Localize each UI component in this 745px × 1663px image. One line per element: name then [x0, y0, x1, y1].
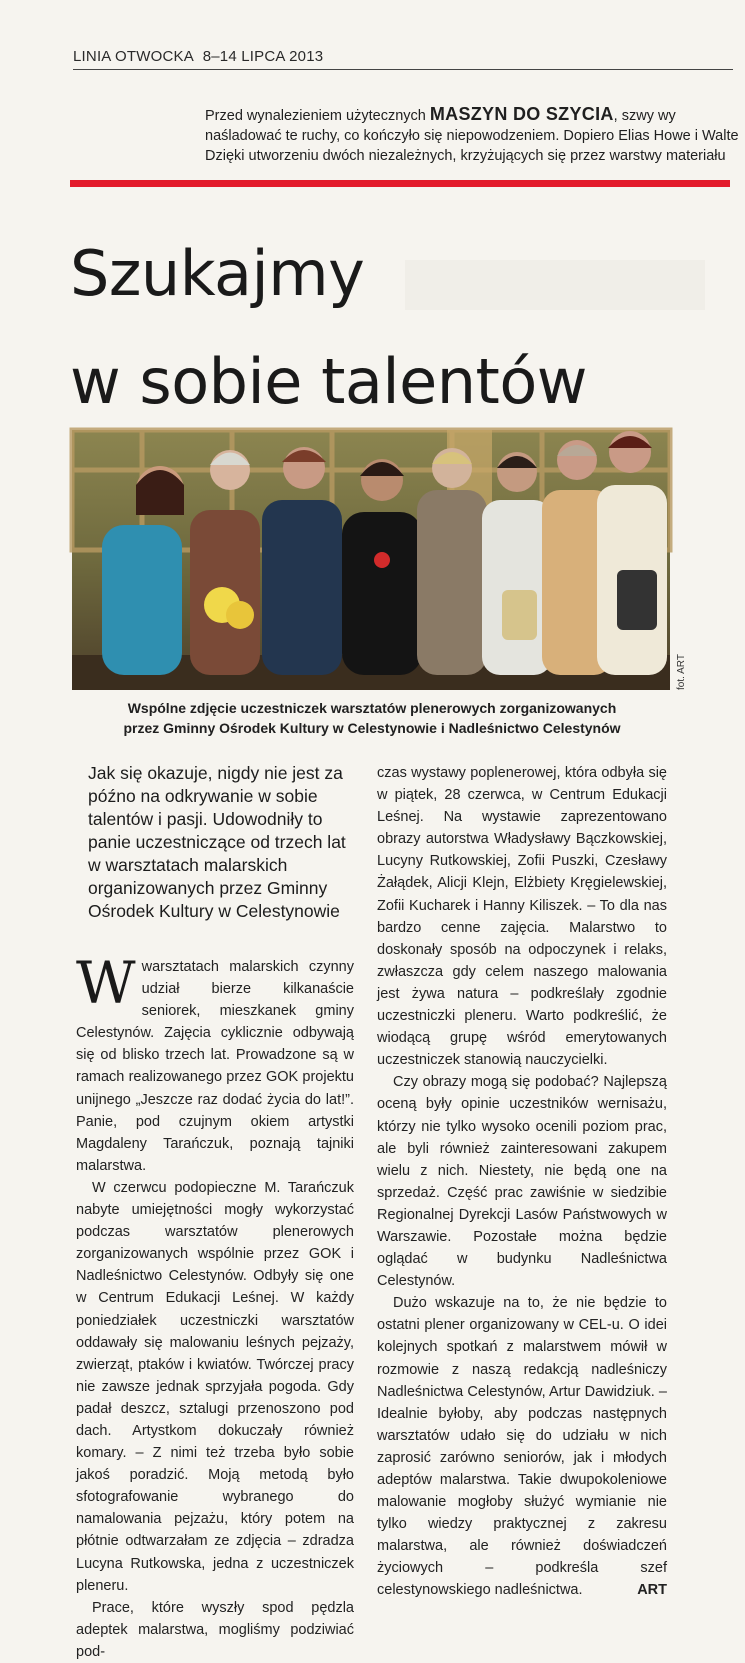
- drop-cap: W: [76, 949, 136, 1017]
- body-paragraph: [377, 1292, 667, 1601]
- teaser-text: , szwy wy: [613, 108, 676, 124]
- body-paragraph: Czy obrazy mogą się podobać? Najlepszą oceną były opinie uczestników wernisażu, którzy nie tylko wysoko ocenili poziom prac, ale byli również zainteresowani zakupem wielu z nich. Niestety, nie będą one na sprzedaż. Część prac zawiśnie w siedzibie Regionalnej Dyrekcji Lasów Państwowych w Warszawie. Pozostałe można będzie oglądać w budynku Nadleśnictwa Celestynów.: [377, 1074, 667, 1290]
- teaser-line-1: [205, 104, 745, 126]
- group-photo: [72, 430, 670, 690]
- teaser-keyword: MASZYN DO SZYCIA: [429, 104, 614, 124]
- group-photo-illustration: [72, 430, 670, 690]
- body-paragraph: czas wystawy poplenerowej, która odbyła się w piątek, 28 czerwca, w Centrum Edukacji Leśnej. Na wystawie zaprezentowano obrazy autorstwa Władysławy Bączkowskiej, Lucyny Rutkowskiej, Zofii Puszki, Czesławy Żałądek, Alicji Klejn, Elżbiety Kręgielewskiej, Zofii Kucharek i Hanny Kiliszek. – To dla nas bardzo cenne zajęcia. Malarstwo to doskonały sposób na odpoczynek i relaks, zwłaszcza gdy celem naszego malowania jest żywa natura – podkreślały zgodnie uczestniczki pleneru. Warto podkreślić, że wiodącą grupę wśród emerytowanych uczestniczek stanowią nauczycielki.: [377, 765, 667, 1069]
- lead-paragraph: Jak się okazuje, nigdy nie jest za późno na odkrywanie w sobie talentów i pasji. Udowodniły to panie uczestniczące od trzech lat w warsztatach malarskich organizowanych przez Gminny Ośrodek Kultury w Celestynowie: [88, 763, 346, 921]
- paper-name: LINIA OTWOCKA: [73, 48, 194, 65]
- body-column-2: [377, 762, 667, 1602]
- headline-line-2: w sobie talentów: [70, 345, 588, 418]
- teaser-line-2: naśladować te ruchy, co kończyło się niepowodzeniem. Dopiero Elias Howe i Walte: [205, 128, 739, 144]
- red-divider: [70, 180, 730, 187]
- teaser-box: [205, 104, 745, 166]
- running-header: [73, 48, 733, 70]
- issue-date: 8–14 LIPCA 2013: [202, 48, 324, 65]
- teaser-text: Przed wynalezieniem użytecznych: [205, 108, 430, 124]
- body-paragraph: [76, 949, 354, 1177]
- body-column-1: [76, 949, 354, 1663]
- photo-caption: [72, 698, 672, 738]
- caption-line-1: Wspólne zdjęcie uczestniczek warsztatów plenerowych zorganizowanych: [127, 700, 617, 716]
- headline-line-1: Szukajmy: [70, 237, 365, 310]
- body-paragraph: W czerwcu podopieczne M. Tarańczuk nabyte umiejętności mogły wykorzystać podczas warsztatów plenerowych zorganizowanych wspólnie przez GOK i Nadleśnictwo Celestynów. Odbyły się one w Centrum Edukacji Leśnej. W każdy poniedziałek uczestniczki warsztatów oddawały się malowaniu leśnych pejzaży, zwierząt, ptaków i kwiatów. Twórczej pracy nie zawsze jednak sprzyjała pogoda. Gdy padał deszcz, sztalugi przenoszono pod dach. Artystkom dokuczały również komary. – Z nimi też trzeba było sobie jakoś poradzić. Moją metodą było sfotografowanie wybranego do namalowania pejzażu, który potem na płótnie odtwarzałam ze zdjęcia – zdradza Lucyna Rutkowska, jedna z uczestniczek pleneru.: [76, 1179, 354, 1594]
- photo-credit: fot. ART: [676, 654, 687, 690]
- paragraph-text: Dużo wskazuje na to, że nie będzie to ostatni plener organizowany w CEL-u. O idei kolejnych spotkań z malarstwem mówił w rozmowie z naszą redakcją nadleśniczy Nadleśnictwa Celestynów, Artur Dawidziuk. – Idealnie byłoby, aby podczas następnych warsztatów udało się do udziału w nich zaprosić zarówno seniorów, jak i młodych adeptów malarstwa. Takie dwupokoleniowe malowanie mogłoby służyć wymianie nie tylko wiedzy praktycznej z zakresu malarstwa, ale również doświadczeń życiowych – podkreśla szef celestynowskiego nadleśnictwa.: [377, 1295, 667, 1599]
- caption-line-2: przez Gminny Ośrodek Kultury w Celestynowie i Nadleśnictwo Celestynów: [123, 720, 621, 736]
- author-signature: ART: [637, 1582, 667, 1599]
- paragraph-text: warsztatach malarskich czynny udział bierze kilkanaście seniorek, mieszkanek gminy Celestynów. Zajęcia cyklicznie odbywają się od blisko trzech lat. Prowadzone są w ramach realizowanego przez GOK projektu unijnego „Jeszcze raz dodać życia do lat!”. Panie, pod czujnym okiem artystki Magdaleny Tarańczuk, poznają tajniki malarstwa.: [76, 959, 354, 1174]
- teaser-line-3: Dzięki utworzeniu dwóch niezależnych, krzyżujących się przez warstwy materiału: [205, 148, 726, 164]
- body-paragraph: Prace, które wyszły spod pędzla adeptek malarstwa, mogliśmy podziwiać pod-: [76, 1599, 354, 1660]
- headline: [70, 220, 690, 436]
